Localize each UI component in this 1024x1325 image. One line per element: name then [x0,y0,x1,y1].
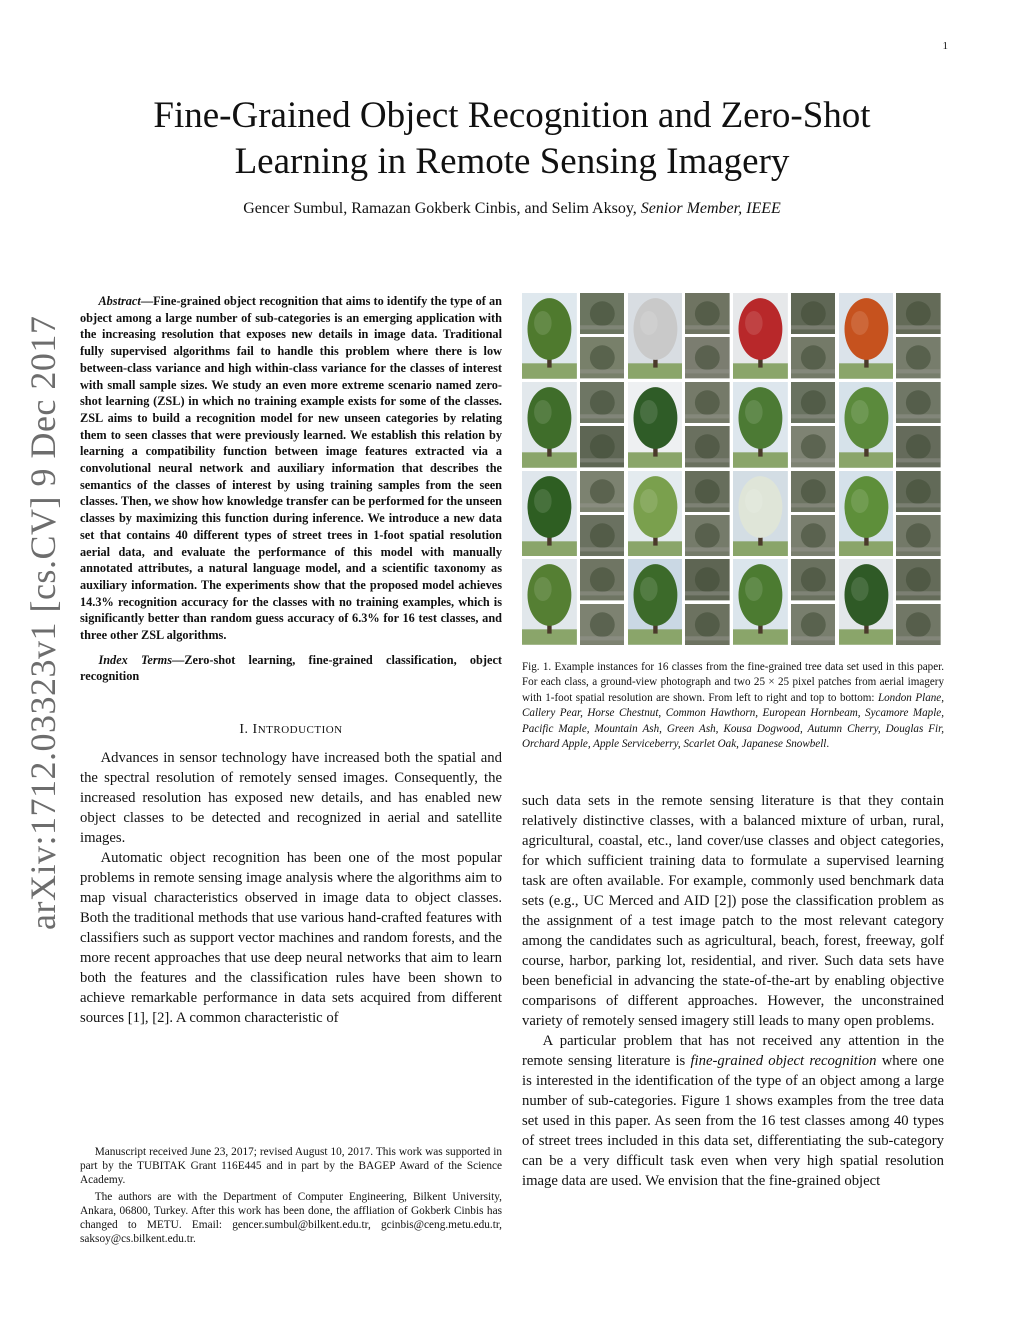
tree-photo [628,382,683,468]
figure-caption-classes: London Plane, Callery Pear, Horse Chestnut, Common Hawthorn, European Hornbeam, Sycamore Maple, Pacific Maple, Mountain Ash, Green Ash, Kousa Dogwood, Autumn Cherry, Douglas Fir, Orchard Apple, Apple Serviceberry, Scarlet Oak, Japanese Snowbell [522,691,944,751]
right-body-text [522,791,944,1191]
body-paragraph-part-b: where one is interested in the identification of the type of an object among a large number of sub-categories. Figure 1 shows examples from the tree data set used in this paper. As seen from the 16 test classes among 40 types of street trees included in this data set, differentiating the sub-category can be a very difficult task even when very high spatial resolution image data are used. We envision that the fine-grained object [522,1053,944,1189]
author-list [80,200,944,218]
section-heading [80,722,502,738]
aerial-patch [580,471,625,512]
figure-caption-end: . [826,738,830,751]
paper-title-line2: Learning in Remote Sensing Imagery [234,141,790,182]
aerial-patch [685,293,730,334]
tree-photo [733,559,788,645]
footnotes [80,1145,502,1248]
aerial-patch [685,604,730,645]
paper-title [80,93,944,185]
author-names: Gencer Sumbul, Ramazan Gokberk Cinbis, and Selim Aksoy, [243,200,641,217]
aerial-patch [580,293,625,334]
footnote-manuscript: Manuscript received June 23, 2017; revised August 10, 2017. This work was supported in part by the TUBITAK Grant 116E445 and in part by the BAGEP Award of the Science Academy. [80,1146,502,1187]
body-paragraph-continued: such data sets in the remote sensing literature is that they contain relatively distinctive classes, with a balanced mixture of urban, rural, agricultural, coastal, etc., land cover/use classes and object categories, for which sufficient training data to formulate a supervised learning task are often available. For example, commonly used benchmark data sets (e.g., UC Merced and AID [2]) pose the classification problem as the assignment of a test image patch to the most relevant category among the candidates such as agricultural, beach, forest, freeway, golf course, harbor, parking lot, residential, and river. Such data sets have been beneficial in advancing the state-of-the-art by enabling objective comparisons of different approaches. However, the unconstrained variety of remotely sensed imagery still leads to many open problems. [522,793,944,1029]
aerial-patch [685,426,730,467]
tree-photo [733,471,788,557]
aerial-patch [896,293,941,334]
tree-photo [839,559,894,645]
tree-photo [522,471,577,557]
index-terms-text: —Zero-shot learning, fine-grained classification, object recognition [80,652,502,684]
section-title: I. INTRODUCTION [239,722,343,738]
tree-photo [628,293,683,379]
aerial-patch [685,337,730,378]
tree-photo [628,471,683,557]
aerial-patch [791,293,836,334]
aerial-patch [580,604,625,645]
abstract [80,293,502,644]
emphasis-fine-grained: fine-grained object recognition [690,1053,877,1069]
abstract-lead: Abstract [98,294,141,308]
aerial-patch [791,604,836,645]
body-paragraph-part-a: A particular problem that has not received any attention in the remote sensing literature is [522,1033,944,1069]
tree-photo [522,293,577,379]
intro-paragraph-2: Automatic object recognition has been one of the most popular problems in remote sensing image analysis where the algorithms aim to map visual characteristics observed in image data to object classes. Both the traditional methods that use various hand-crafted features with classifiers such as support vector machines and random forests, and the more recent approaches that use deep neural networks that aim to learn both the features and the classification rules have been shown to achieve remarkable performance in data sets acquired from different sources [1], [2]. A common characteristic of [80,850,502,1027]
aerial-patch [791,471,836,512]
author-role: Senior Member, IEEE [640,200,781,217]
aerial-patch [791,337,836,378]
figure-caption [522,660,944,752]
footnote-affiliation: The authors are with the Department of Computer Engineering, Bilkent University, Ankara, 06800, Turkey. After this work has been done, the affliation of Gokberk Cinbis has changed to METU. Email: gencer.sumbul@bilkent.edu.tr, gcinbis@ceng.metu.edu.tr, saksoy@cs.bilkent.edu.tr. [80,1190,502,1246]
tree-photo [839,293,894,379]
abstract-text: —Fine-grained object recognition that aims to identify the type of an object among a large number of sub-categories is an emerging application with the increasing resolution that exposes new details in image data. Traditional fully supervised algorithms fail to handle this problem where there is low between-class variance and high within-class variance for the classes of interest with small sample sizes. We study an even more extreme scenario named zero-shot learning (ZSL) in which no training example exists for some of the classes. ZSL aims to build a recognition model for new unseen categories by relating them to seen classes that were previously learned. We establish this relation by learning a compatibility function between image features extracted via a convolutional neural network and auxiliary information that describes the semantics of the classes of interest by using training samples from the seen classes. Then, we show how knowledge transfer can be performed for the unseen classes by maximizing this function during inference. We introduce a new data set that contains 40 different types of street trees in 1-foot spatial resolution aerial data, and evaluate the performance of this model with manually annotated attributes, a natural language model, and a scientific taxonomy as auxiliary information. The experiments show that the proposed model achieves 14.3% recognition accuracy for the classes with no training examples, which is significantly better than random guess accuracy of 6.3% for 16 test classes, and three other ZSL algorithms. [80,294,502,643]
tree-photo [628,559,683,645]
figure-caption-prefix: Fig. 1. Example instances for 16 classes from the fine-grained tree data set used in this paper. For each class, a ground-view photograph and two 25 × 25 pixel patches from aerial imagery with 1-foot spatial resolution are shown. From left to right and top to bottom: [522,661,944,704]
paper-title-line1: Fine-Grained Object Recognition and Zero-Shot [153,95,871,136]
aerial-patch [896,382,941,423]
left-column [80,293,502,1028]
aerial-patch [685,471,730,512]
aerial-patch [896,471,941,512]
tree-photo [522,382,577,468]
index-terms-lead: Index Terms [98,652,173,667]
aerial-patch [896,515,941,556]
aerial-patch [580,426,625,467]
tree-photo [733,293,788,379]
figure-image-grid [522,293,944,648]
aerial-patch [791,382,836,423]
aerial-patch [685,559,730,600]
tree-photo [839,382,894,468]
aerial-patch [685,382,730,423]
aerial-patch [791,559,836,600]
tree-photo [839,471,894,557]
aerial-patch [791,515,836,556]
intro-paragraph-1: Advances in sensor technology have increased both the spatial and the spectral resolution of remotely sensed images. Consequently, the increased resolution has exposed new details, and has enabled new object classes to be detected and recognized in aerial and satellite images. [80,750,502,847]
aerial-patch [896,604,941,645]
tree-photo [522,559,577,645]
tree-photo [733,382,788,468]
aerial-patch [896,337,941,378]
aerial-patch [791,426,836,467]
aerial-patch [580,337,625,378]
aerial-patch [580,559,625,600]
arxiv-identifier-text: arXiv:1712.03323v1 [cs.CV] 9 Dec 2017 [23,315,63,930]
body-paragraph-fine-grained [522,1031,944,1191]
page-number: 1 [942,40,948,52]
aerial-patch [896,426,941,467]
aerial-patch [685,515,730,556]
aerial-patch [580,382,625,423]
aerial-patch [580,515,625,556]
aerial-patch [896,559,941,600]
index-terms [80,652,502,685]
